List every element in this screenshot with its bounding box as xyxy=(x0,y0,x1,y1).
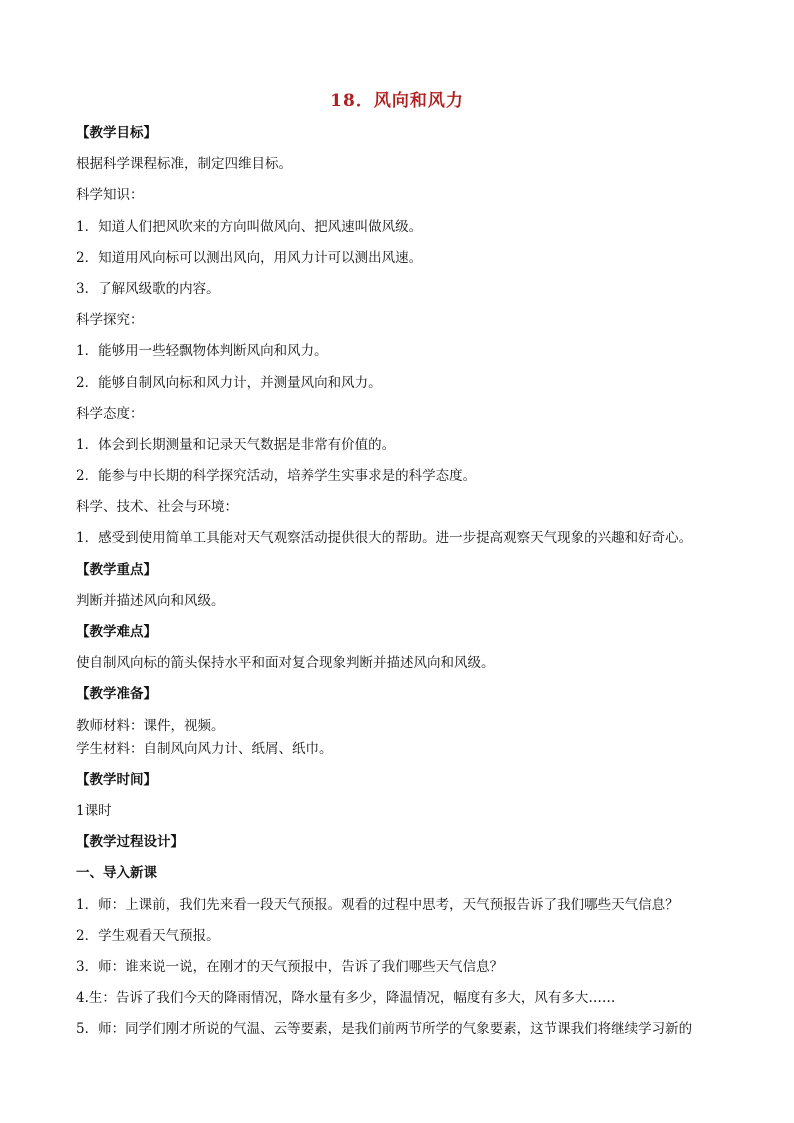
text-line: 科学知识： xyxy=(76,187,144,204)
text-line: 4.生：告诉了我们今天的降雨情况，降水量有多少，降温情况，幅度有多大，风有多大…… xyxy=(76,990,616,1007)
text-line: 1．体会到长期测量和记录天气数据是非常有价值的。 xyxy=(76,436,396,453)
text-line: 2．学生观看天气预报。 xyxy=(76,927,220,944)
text-line: 3．了解风级歌的内容。 xyxy=(76,280,220,297)
section-heading: 【教学重点】 xyxy=(76,561,157,578)
text-line: 教师材料：课件，视频。 xyxy=(76,717,225,734)
document-title: 18．风向和风力 xyxy=(330,91,464,111)
text-line: 科学、技术、社会与环境： xyxy=(76,499,238,516)
text-line: 5．师：同学们刚才所说的气温、云等要素，是我们前两节所学的气象要素，这节课我们将继续学习新的 xyxy=(76,1021,693,1038)
text-line: 判断并描述风向和风级。 xyxy=(76,592,225,609)
text-line: 1课时 xyxy=(76,802,112,819)
text-line: 根据科学课程标准，制定四维目标。 xyxy=(76,156,292,173)
section-heading: 【教学难点】 xyxy=(76,624,157,640)
text-line: 2．能参与中长期的科学探究活动，培养学生实事求是的科学态度。 xyxy=(76,468,477,485)
section-heading: 【教学时间】 xyxy=(76,771,157,788)
text-line: 科学探究： xyxy=(76,312,144,329)
section-heading: 【教学准备】 xyxy=(76,686,157,703)
text-line: 1．能够用一些轻飘物体判断风向和风力。 xyxy=(76,343,328,360)
section-heading: 【教学过程设计】 xyxy=(76,834,184,851)
document-body xyxy=(76,122,736,1049)
text-line: 2．知道用风向标可以测出风向，用风力计可以测出风速。 xyxy=(76,249,423,266)
text-line: 学生材料：自制风向风力计、纸屑、纸巾。 xyxy=(76,740,333,757)
text-line: 1．师：上课前，我们先来看一段天气预报。观看的过程中思考，天气预报告诉了我们哪些天气信息？ xyxy=(76,896,679,913)
text-line: 3．师：谁来说一说，在刚才的天气预报中，告诉了我们哪些天气信息？ xyxy=(76,958,504,975)
text-line: 1．感受到使用简单工具能对天气观察活动提供很大的帮助。进一步提高观察天气现象的兴趣和好奇心。 xyxy=(76,530,693,547)
text-line: 2．能够自制风向标和风力计，并测量风向和风力。 xyxy=(76,374,382,391)
text-line: 科学态度： xyxy=(76,405,144,422)
text-line: 使自制风向标的箭头保持水平和面对复合现象判断并描述风向和风级。 xyxy=(76,655,495,672)
section-heading: 【教学目标】 xyxy=(76,125,157,141)
section-heading: 一、导入新课 xyxy=(76,865,157,882)
text-line: 1．知道人们把风吹来的方向叫做风向、把风速叫做风级。 xyxy=(76,218,423,235)
